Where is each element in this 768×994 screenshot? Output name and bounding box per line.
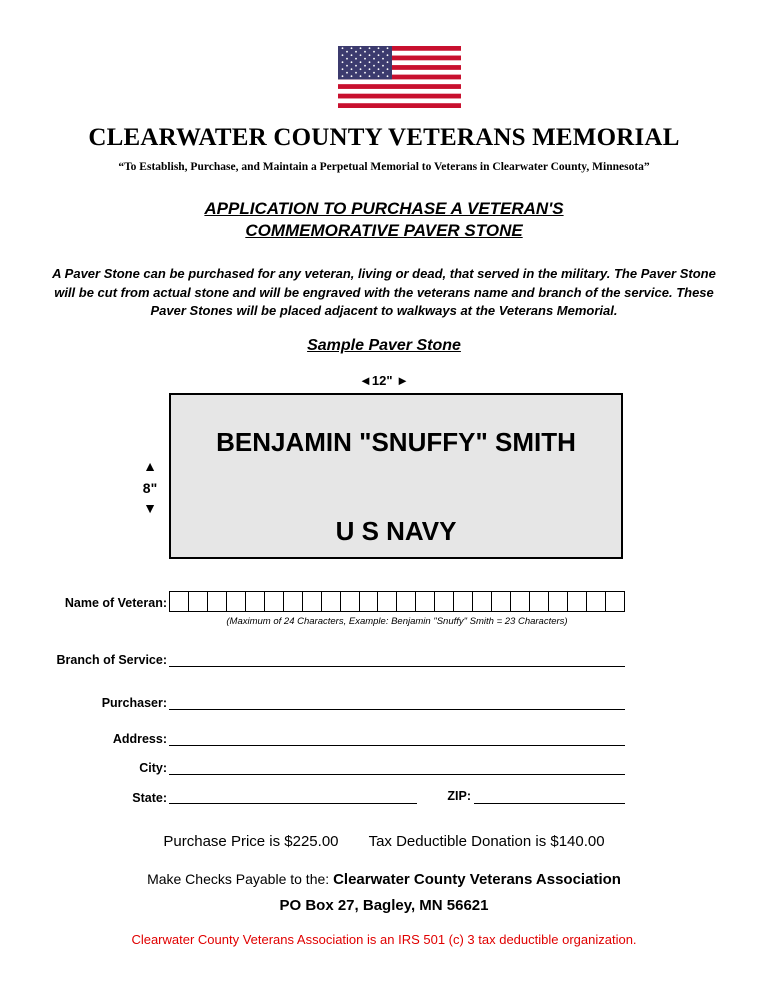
char-box[interactable] [189, 592, 208, 611]
char-box[interactable] [473, 592, 492, 611]
char-box[interactable] [568, 592, 587, 611]
char-box[interactable] [492, 592, 511, 611]
irs-note: Clearwater County Veterans Association is an IRS 501 (c) 3 tax deductible organization. [131, 932, 637, 947]
stone-branch: U S NAVY [335, 516, 457, 546]
us-flag-icon [338, 46, 461, 108]
char-box[interactable] [227, 592, 246, 611]
char-box[interactable] [265, 592, 284, 611]
width-dimension: ◄12" ► [359, 373, 409, 388]
char-box[interactable] [208, 592, 227, 611]
char-box[interactable] [416, 592, 435, 611]
char-box[interactable] [454, 592, 473, 611]
city-label: City: [139, 761, 167, 775]
state-label: State: [132, 791, 167, 805]
application-title-line1: APPLICATION TO PURCHASE A VETERAN'S [204, 199, 564, 218]
name-character-note: (Maximum of 24 Characters, Example: Benjamin "Snuffy" Smith = 23 Characters) [226, 616, 568, 627]
branch-of-service-label: Branch of Service: [56, 653, 167, 667]
state-field[interactable] [169, 803, 417, 804]
veteran-name-char-boxes[interactable] [169, 591, 625, 612]
char-box[interactable] [587, 592, 606, 611]
down-arrow-icon: ▼ [143, 500, 157, 516]
zip-label: ZIP: [447, 789, 471, 803]
char-box[interactable] [606, 592, 624, 611]
stone-veteran-name: BENJAMIN "SNUFFY" SMITH [216, 427, 576, 457]
char-box[interactable] [397, 592, 416, 611]
price-line [0, 833, 768, 850]
tax-deductible-donation: Tax Deductible Donation is $140.00 [368, 833, 605, 850]
name-of-veteran-label: Name of Veteran: [64, 596, 167, 610]
application-title-line2: COMMEMORATIVE PAVER STONE [245, 221, 523, 240]
char-box[interactable] [322, 592, 341, 611]
checks-payee: Clearwater County Veterans Association [333, 871, 621, 888]
mailing-address: PO Box 27, Bagley, MN 56621 [279, 897, 489, 914]
char-box[interactable] [549, 592, 568, 611]
purchaser-label: Purchaser: [101, 696, 167, 710]
motto: “To Establish, Purchase, and Maintain a Perpetual Memorial to Veterans in Clearwater County, Minnesota” [118, 161, 650, 173]
sample-paver-stone [169, 393, 623, 559]
char-box[interactable] [246, 592, 265, 611]
char-box[interactable] [530, 592, 549, 611]
height-dimension: 8" [142, 480, 158, 496]
char-box[interactable] [360, 592, 379, 611]
char-box[interactable] [511, 592, 530, 611]
char-box[interactable] [170, 592, 189, 611]
char-box[interactable] [435, 592, 454, 611]
purchaser-field[interactable] [169, 709, 625, 710]
sample-paver-heading [0, 337, 768, 355]
char-box[interactable] [284, 592, 303, 611]
zip-field[interactable] [474, 803, 625, 804]
sample-paver-label: Sample Paver Stone [307, 337, 461, 354]
char-box[interactable] [341, 592, 360, 611]
checks-payable-line [0, 871, 768, 888]
up-arrow-icon: ▲ [143, 458, 157, 474]
purchase-price: Purchase Price is $225.00 [163, 833, 339, 850]
branch-of-service-field[interactable] [169, 666, 625, 667]
char-box[interactable] [303, 592, 322, 611]
address-label: Address: [112, 732, 167, 746]
checks-prefix: Make Checks Payable to the: [147, 871, 334, 887]
intro-paragraph: A Paver Stone can be purchased for any veteran, living or dead, that served in the military. The Paver Stone will be cut from actual stone and will be engraved with the veterans name and branch of the service. These Paver Stones will be placed adjacent to walkways at the Veterans Memorial. [52, 266, 716, 318]
char-box[interactable] [378, 592, 397, 611]
page-title: CLEARWATER COUNTY VETERANS MEMORIAL [88, 124, 680, 151]
address-field[interactable] [169, 745, 625, 746]
city-field[interactable] [169, 774, 625, 775]
